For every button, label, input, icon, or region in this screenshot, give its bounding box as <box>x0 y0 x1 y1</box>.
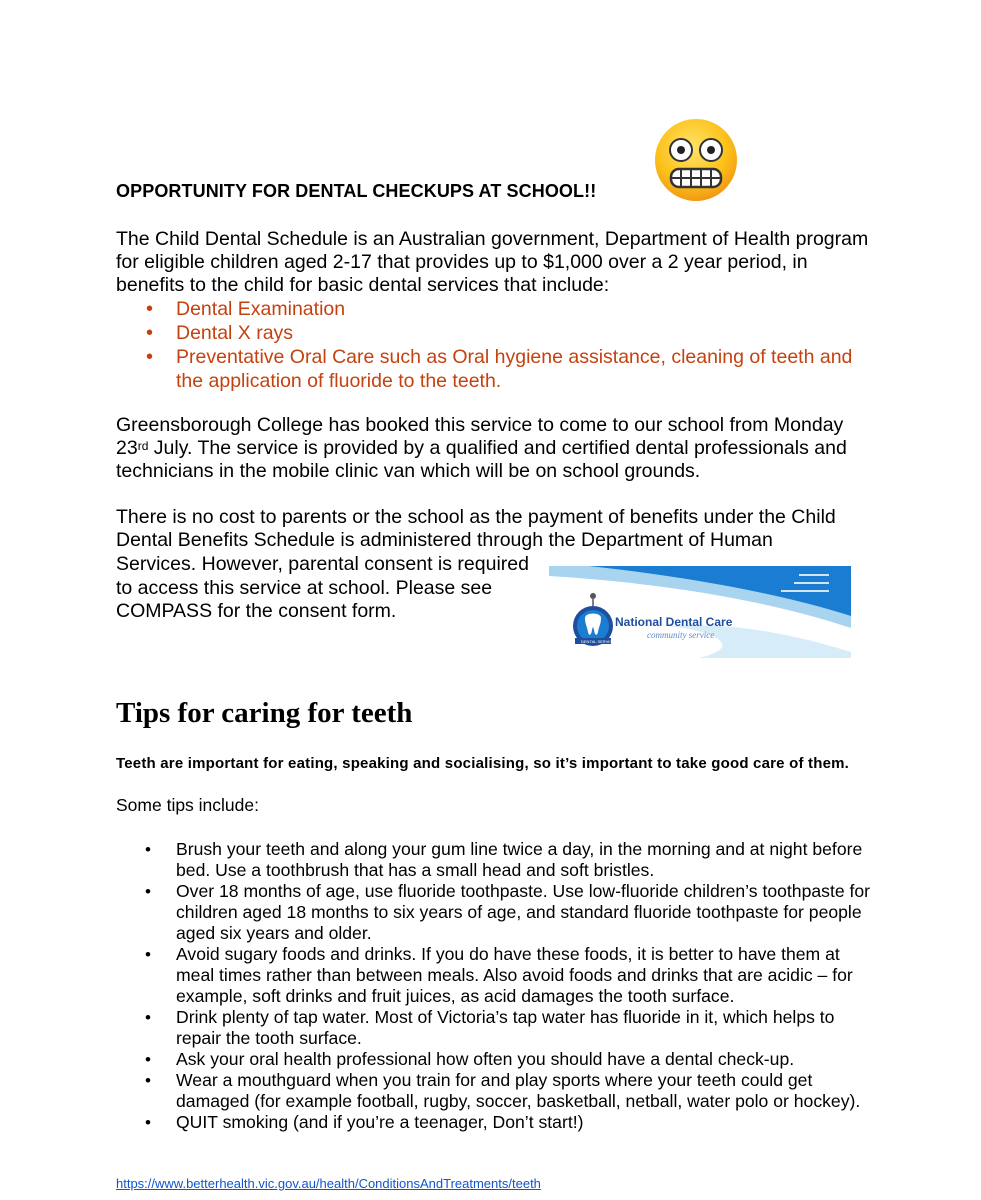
page-heading: OPPORTUNITY FOR DENTAL CHECKUPS AT SCHOOL!! <box>116 181 597 201</box>
banner-brand: National Dental Care <box>615 615 733 629</box>
list-item: • Avoid sugary foods and drinks. If you do have these foods, it is better to have them at meal times rather than between meals. Also avoid foods and drinks that are acidic – for example, soft drinks and fruit juices, as acid damages the tooth surface. <box>116 944 876 1007</box>
tips-intro: Teeth are important for eating, speaking and socialising, so it’s important to take good care of them. <box>116 755 850 772</box>
banner-tagline: community service <box>647 630 715 640</box>
list-item: • Preventative Oral Care such as Oral hygiene assistance, cleaning of teeth and the application of fluoride to the teeth. <box>116 345 856 393</box>
dental-schedule-intro: The Child Dental Schedule is an Australian government, Department of Health program for eligible children aged 2-17 that provides up to $1,000 over a 2 year period, in benefits to the child for basic dental services that include: <box>116 228 869 296</box>
list-item: • Wear a mouthguard when you train for and play sports where your teeth could get damaged (for example football, rugby, soccer, basketball, netball, water polo or hockey). <box>116 1070 876 1112</box>
source-link[interactable]: https://www.betterhealth.vic.gov.au/health/ConditionsAndTreatments/teeth <box>116 1176 541 1191</box>
cost-paragraph: There is no cost to parents or the school as the payment of benefits under the Child Dental Benefits Schedule is administered through the Department of Human <box>116 506 836 551</box>
list-item: • QUIT smoking (and if you’re a teenager, Don’t start!) <box>116 1112 876 1133</box>
list-item: • Brush your teeth and along your gum line twice a day, in the morning and at night before bed. Use a toothbrush that has a small head and soft bristles. <box>116 839 876 881</box>
some-tips-label: Some tips include: <box>116 795 259 815</box>
list-item: • Over 18 months of age, use fluoride toothpaste. Use low-fluoride children’s toothpaste for children aged 18 months to six years of age, and standard fluoride toothpaste for people aged six years and older. <box>116 881 876 944</box>
list-item: • Dental X rays <box>116 321 856 345</box>
tips-title: Tips for caring for teeth <box>116 697 413 729</box>
national-dental-care-banner <box>549 566 851 658</box>
grimacing-face-emoji-icon <box>653 117 739 203</box>
tips-list <box>116 839 876 1133</box>
list-item: • Ask your oral health professional how often you should have a dental check-up. <box>116 1049 876 1070</box>
consent-paragraph: Services. However, parental consent is required to access this service at school. Please see COMPASS for the consent form. <box>116 553 529 622</box>
banner-badge-text: DENTAL SERVICE <box>581 639 615 644</box>
list-item: • Dental Examination <box>116 297 856 321</box>
dental-services-list <box>116 297 856 393</box>
list-item: • Drink plenty of tap water. Most of Victoria’s tap water has fluoride in it, which helps to repair the tooth surface. <box>116 1007 876 1049</box>
booking-paragraph: Greensborough College has booked this service to come to our school from Monday 23rd July. The service is provided by a qualified and certified dental professionals and technicians in the mobile clinic van which will be on school grounds. <box>116 414 847 482</box>
